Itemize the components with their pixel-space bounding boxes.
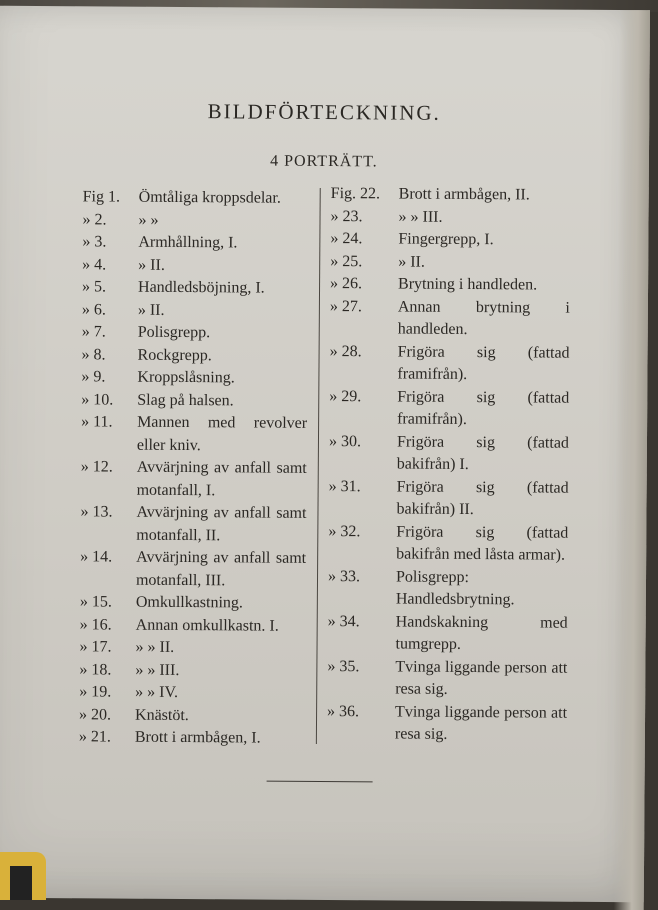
figure-number: » 9. (81, 368, 106, 386)
column-divider (316, 188, 321, 744)
figure-caption: Brytning i handleden. (398, 275, 538, 294)
figure-caption: » » IV. (135, 683, 179, 701)
binder-clip (0, 852, 46, 900)
figure-number: » 36. (327, 702, 360, 720)
book-page (0, 6, 650, 903)
figure-number: » 16. (79, 615, 112, 634)
figure-caption: » » III. (135, 661, 180, 679)
figure-caption: Rockgrepp. (137, 346, 212, 364)
figure-entry (81, 366, 307, 390)
figure-caption: Annan omkullkastn. I. (135, 616, 279, 635)
figure-number: » 31. (328, 477, 361, 495)
figure-entry (81, 389, 307, 413)
figure-caption: Brott i armbågen, II. (398, 185, 530, 204)
figure-entry (83, 186, 309, 210)
right-figure-list (327, 183, 571, 747)
figure-number: » 14. (80, 548, 113, 566)
figure-number: » 18. (79, 660, 112, 679)
figure-caption: Avvärjning av anfall samt motanfall, I. (136, 458, 307, 499)
figure-entry (330, 228, 570, 252)
figure-entry (330, 206, 570, 230)
figure-caption: Polisgrepp: Handledsbrytning. (395, 568, 515, 609)
figure-caption: Mannen med revolver eller kniv. (136, 413, 308, 454)
figure-number: » 34. (327, 612, 360, 630)
figure-caption: Frigöra sig (fattad framifrån). (397, 343, 570, 384)
figure-caption: Annan brytning i handleden. (397, 298, 570, 339)
figure-caption: Kroppslåsning. (137, 368, 235, 387)
figure-entry (328, 566, 568, 613)
figure-caption: » II. (137, 301, 165, 319)
figure-number: » 26. (330, 275, 363, 293)
figure-number: » 24. (330, 230, 363, 248)
figure-entry (81, 344, 307, 368)
figure-number: » 7. (81, 323, 106, 341)
figure-caption: Fingergrepp, I. (398, 230, 494, 249)
figure-entry (79, 636, 305, 660)
figure-number: Fig. 22. (330, 185, 381, 203)
figure-caption: Knästöt. (135, 706, 189, 724)
figure-entry (80, 614, 306, 638)
figure-caption: » II. (398, 253, 425, 271)
figure-caption: Tvinga liggande person att resa sig. (394, 703, 568, 743)
figure-number: » 23. (330, 207, 363, 225)
figure-number: » 27. (329, 297, 362, 315)
figure-caption: Omkullkastning. (135, 593, 244, 612)
figure-caption: Avvärjning av anfall samt motanfall, III. (135, 548, 307, 589)
figure-caption: Handledsböjning, I. (137, 278, 265, 297)
page-edge-shadow (614, 10, 650, 910)
figure-entry (81, 411, 307, 458)
left-figure-list (79, 186, 309, 750)
figure-caption: Handskakning med tumgrepp. (395, 613, 568, 653)
figure-caption: Ömtåliga kroppsdelar. (138, 188, 281, 207)
figure-entry (80, 546, 306, 593)
figure-caption: Tvinga liggande person att resa sig. (395, 658, 568, 698)
figure-entry (328, 521, 568, 568)
figure-entry (329, 431, 569, 478)
figure-number: » 29. (329, 387, 362, 405)
binder-clip-inner (10, 866, 32, 900)
figure-caption: » » III. (398, 208, 443, 226)
figure-number: » 35. (327, 657, 360, 675)
figure-entry (330, 273, 570, 297)
figure-entry (82, 209, 308, 233)
figure-caption: Frigöra sig (fattad bakifrån) II. (396, 478, 569, 519)
figure-entry (330, 296, 570, 343)
figure-caption: » II. (138, 256, 165, 274)
figure-entry (80, 591, 306, 615)
figure-number: » 6. (81, 300, 106, 318)
figure-number: » 30. (328, 432, 362, 450)
figure-entry (331, 183, 571, 207)
figure-entry (82, 321, 308, 345)
figure-number: » 21. (78, 728, 111, 746)
figure-caption: Frigöra sig (fattad framifrån). (397, 388, 570, 429)
figure-entry (80, 501, 306, 548)
figure-number: » 12. (80, 458, 113, 476)
figure-number: » 20. (79, 705, 112, 724)
figure-number: » 10. (81, 390, 114, 409)
figure-caption: Frigöra sig (fattad bakifrån med låsta armar). (396, 523, 569, 564)
figure-entry (329, 341, 569, 388)
figure-number: » 13. (80, 503, 113, 521)
figure-entry (79, 681, 305, 705)
figure-number: » 11. (81, 413, 113, 431)
figure-entry (79, 659, 305, 683)
figure-entry (79, 704, 305, 728)
page-title: BILDFÖRTECKNING. (207, 99, 441, 125)
figure-number: » 25. (330, 252, 363, 270)
figure-number: » 3. (82, 233, 107, 251)
figure-entry (329, 386, 569, 433)
figure-entry (82, 299, 308, 323)
figure-entry (81, 456, 307, 503)
figure-number: Fig 1. (82, 188, 121, 206)
figure-caption: Polisgrepp. (137, 323, 211, 342)
figure-entry (82, 276, 308, 300)
figure-number: » 2. (82, 210, 107, 228)
figure-entry (82, 254, 308, 278)
page-subtitle: 4 PORTRÄTT. (270, 152, 378, 171)
figure-number: » 32. (328, 522, 361, 540)
figure-number: » 8. (81, 345, 106, 363)
figure-number: » 17. (79, 638, 112, 656)
figure-caption: Brott i armbågen, I. (134, 728, 261, 747)
figure-entry (82, 231, 308, 255)
figure-caption: » » II. (135, 638, 175, 656)
figure-number: » 15. (79, 593, 112, 611)
footer-rule (267, 781, 373, 783)
figure-number: » 19. (79, 683, 112, 701)
figure-entry (330, 251, 570, 275)
figure-caption: » » (138, 211, 159, 229)
figure-entry (327, 656, 567, 703)
figure-entry (328, 476, 568, 523)
figure-number: » 33. (327, 567, 361, 585)
figure-number: » 5. (81, 278, 107, 296)
figure-caption: Avvärjning av anfall samt motanfall, II. (136, 503, 307, 544)
figure-caption: Frigöra sig (fattad bakifrån) I. (396, 433, 570, 474)
figure-entry (79, 726, 305, 750)
figure-entry (327, 611, 567, 658)
figure-caption: Armhållning, I. (138, 233, 238, 252)
figure-number: » 4. (82, 255, 107, 273)
figure-entry (327, 701, 567, 748)
figure-caption: Slag på halsen. (137, 391, 234, 409)
figure-number: » 28. (329, 342, 362, 360)
